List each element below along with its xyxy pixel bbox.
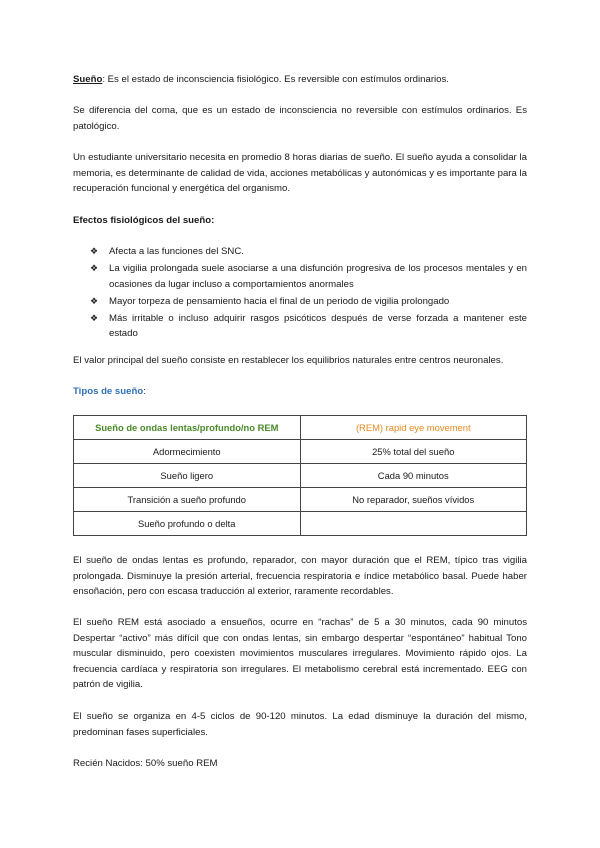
table-row	[74, 464, 527, 488]
table-cell: 25% total del sueño	[300, 440, 527, 464]
table-header-row	[74, 416, 527, 440]
table-cell: Sueño profundo o delta	[74, 512, 301, 536]
intro-paragraph	[73, 72, 527, 88]
list-item: ❖ Más irritable o incluso adquirir rasgos psicóticos después de verse forzada a mantener este estado	[90, 312, 527, 339]
cycles-paragraph: El sueño se organiza en 4-5 ciclos de 90-120 minutos. La edad disminuye la duración del mismo, predominan fases superficiales.	[73, 711, 527, 738]
sleep-term: Sueño	[73, 74, 103, 85]
table-cell: Sueño ligero	[74, 464, 301, 488]
effects-list	[90, 244, 527, 343]
header-nrem: Sueño de ondas lentas/profundo/no REM	[74, 416, 301, 440]
header-rem: (REM) rapid eye movement	[300, 416, 527, 440]
effects-heading: Efectos fisiológicos del sueño:	[73, 215, 215, 226]
table-cell: Cada 90 minutos	[300, 464, 527, 488]
slow-wave-paragraph: El sueño de ondas lentas es profundo, reparador, con mayor duración que el REM, típico tras vigilia prolongada. Disminuye la presión arterial, frecuencia respiratoria e índice metabólico basal. Puede haber ensoñación, pero con escasa traducción al exterior, raramente recordables.	[73, 555, 527, 597]
list-item: ❖ Mayor torpeza de pensamiento hacia el final de un periodo de vigilia prolongado	[90, 294, 527, 310]
types-heading: Tipos de sueño:	[73, 386, 146, 397]
list-item: ❖ Afecta a las funciones del SNC.	[90, 244, 527, 260]
diamond-bullet-icon: ❖	[90, 246, 99, 256]
sleep-definition: : Es el estado de inconsciencia fisiológico. Es reversible con estímulos ordinarios.	[102, 74, 449, 85]
table-cell: Transición a sueño profundo	[74, 488, 301, 512]
diamond-bullet-icon: ❖	[90, 263, 99, 273]
table-row	[74, 512, 527, 536]
table-row	[74, 488, 527, 512]
table-row	[74, 440, 527, 464]
sleep-types-table	[73, 415, 527, 536]
newborn-paragraph: Recién Nacidos: 50% sueño REM	[73, 758, 218, 769]
diamond-bullet-icon: ❖	[90, 295, 99, 306]
table-cell: Adormecimiento	[74, 440, 301, 464]
table-cell: No reparador, sueños vívidos	[300, 488, 527, 512]
principal-paragraph: El valor principal del sueño consiste en restablecer los equilibrios naturales entre centros neuronales.	[73, 355, 504, 366]
diamond-bullet-icon: ❖	[90, 312, 99, 323]
coma-paragraph: Se diferencia del coma, que es un estado de inconsciencia no reversible con estímulos ordinarios. Es patológico.	[73, 105, 527, 132]
student-paragraph: Un estudiante universitario necesita en promedio 8 horas diarias de sueño. El sueño ayuda a consolidar la memoria, es determinante de calidad de vida, acciones metabólicas y autonómicas y es importante para la recuperación funcional y energética del organismo.	[73, 152, 527, 194]
list-item: ❖ La vigilia prolongada suele asociarse a una disfunción progresiva de los procesos mentales y en ocasiones da lugar incluso a comportamientos anormales	[90, 263, 527, 290]
table-cell	[300, 512, 527, 536]
rem-paragraph: El sueño REM está asociado a ensueños, ocurre en “rachas” de 5 a 30 minutos, cada 90 minutos Despertar “activo” más difícil que con ondas lentas, sin embargo despertar “espontáneo” habitual Tono muscular disminuido, pero coexisten movimientos musculares irregulares. Movimiento rápido ojos. La frecuencia cardíaca y respiratoria son irregulares. El metabolismo cerebral está incrementado. EEG con patrón de vigilia.	[73, 617, 527, 690]
